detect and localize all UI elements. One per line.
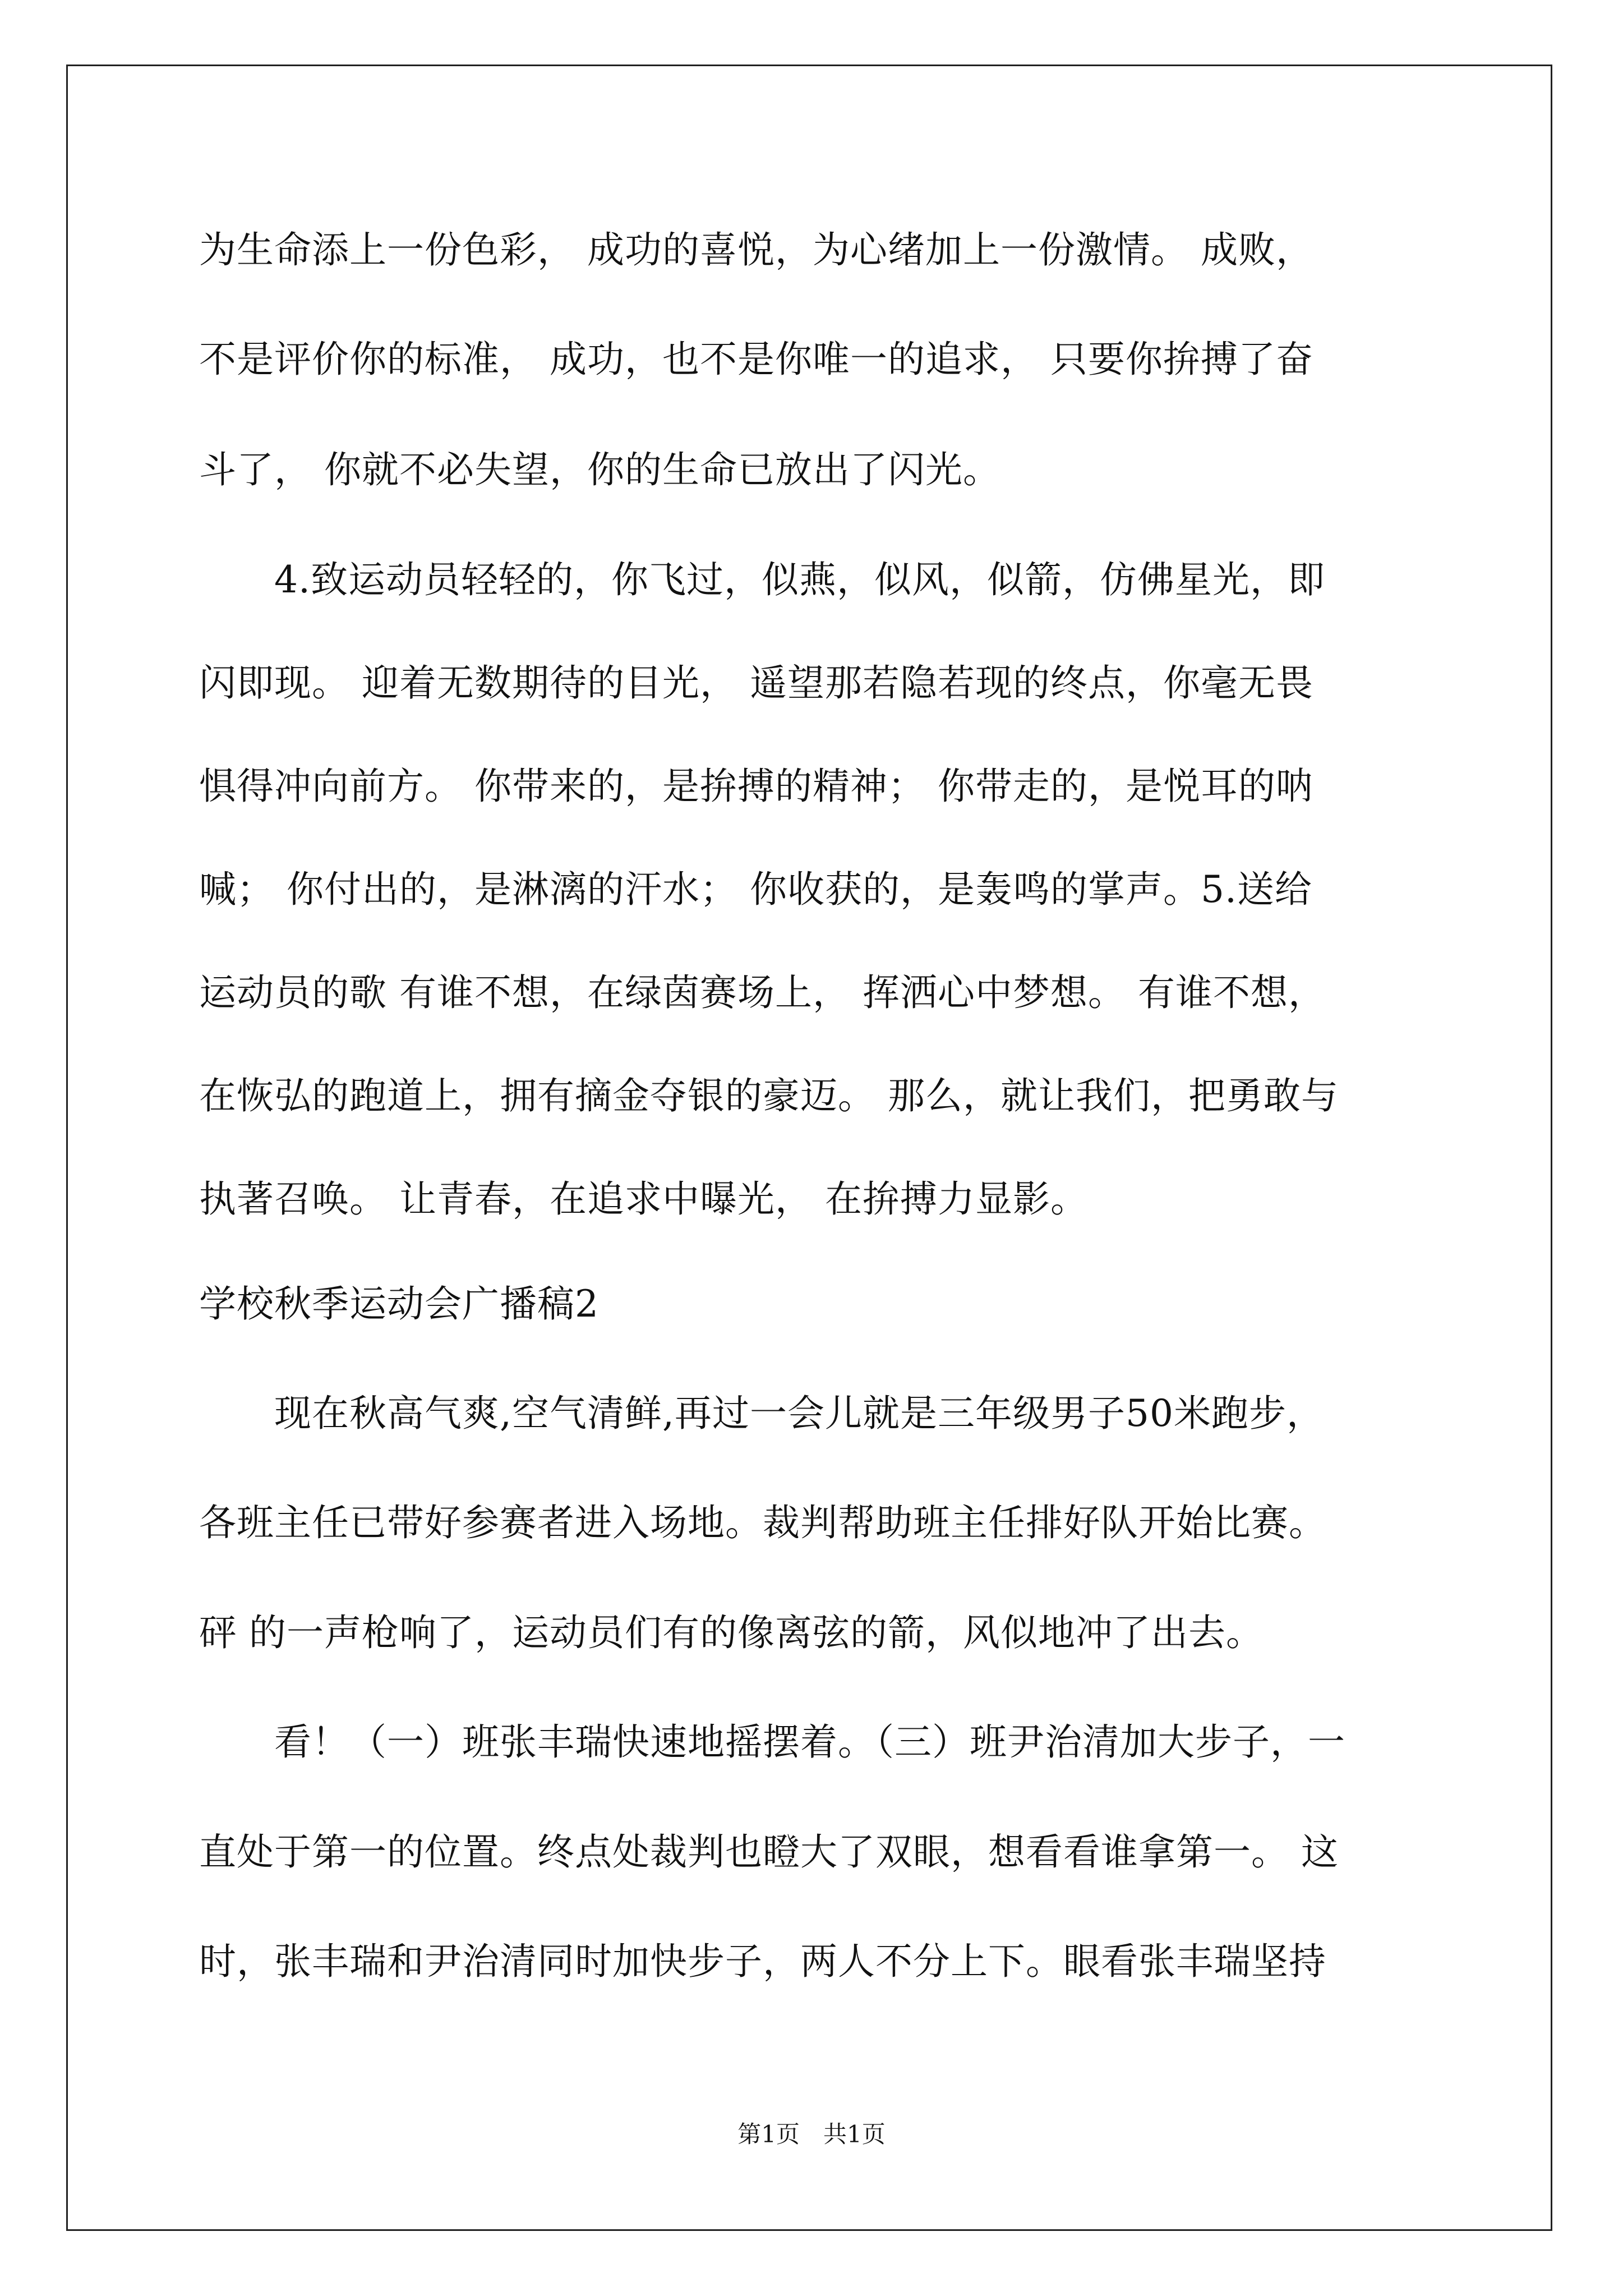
text-line: 执著召唤。 让青春，在追求中曝光， 在拚搏力显影。 bbox=[199, 1177, 1088, 1221]
text-line: 现在秋高气爽,空气清鲜,再过一会儿就是三年级男子50米跑步， bbox=[199, 1392, 1324, 1435]
text-line: 不是评价你的标准， 成功，也不是你唯一的追求， 只要你拚搏了奋 bbox=[199, 338, 1313, 381]
text-line: 直处于第一的位置。终点处裁判也瞪大了双眼，想看看谁拿第一。 这 bbox=[199, 1830, 1339, 1874]
text-line: 运动员的歌 有谁不想，在绿茵赛场上， 挥洒心中梦想。 有谁不想， bbox=[199, 971, 1326, 1014]
text-line: 时，张丰瑞和尹治清同时加快步子，两人不分上下。眼看张丰瑞坚持 bbox=[199, 1940, 1326, 1983]
page-border bbox=[66, 65, 1552, 2231]
text-line: 斗了， 你就不必失望，你的生命已放出了闪光。 bbox=[199, 448, 1000, 491]
text-line: 在恢弘的跑道上，拥有摘金夺银的豪迈。 那么，就让我们，把勇敢与 bbox=[199, 1074, 1339, 1117]
text-line: 喊； 你付出的，是淋漓的汗水； 你收获的，是轰鸣的掌声。5.送给 bbox=[199, 868, 1312, 911]
text-line: 看！（一）班张丰瑞快速地摇摆着。（三）班尹治清加大步子，一 bbox=[199, 1720, 1345, 1764]
text-line: 惧得冲向前方。 你带来的，是拚搏的精神； 你带走的，是悦耳的呐 bbox=[199, 765, 1313, 808]
page-footer: 第1页 共1页 bbox=[737, 2120, 886, 2148]
section-heading: 学校秋季运动会广播稿2 bbox=[199, 1282, 599, 1326]
text-line: 闪即现。 迎着无数期待的目光， 遥望那若隐若现的终点，你毫无畏 bbox=[199, 661, 1313, 705]
text-line: 砰 的一声枪响了，运动员们有的像离弦的箭，风似地冲了出去。 bbox=[199, 1611, 1264, 1654]
text-line: 各班主任已带好参赛者进入场地。裁判帮助班主任排好队开始比赛。 bbox=[199, 1501, 1326, 1544]
text-line: 4.致运动员轻轻的，你飞过，似燕，似风，似箭，仿佛星光，即 bbox=[199, 558, 1325, 601]
text-line: 为生命添上一份色彩， 成功的喜悦，为心绪加上一份激情。 成败， bbox=[199, 228, 1313, 272]
